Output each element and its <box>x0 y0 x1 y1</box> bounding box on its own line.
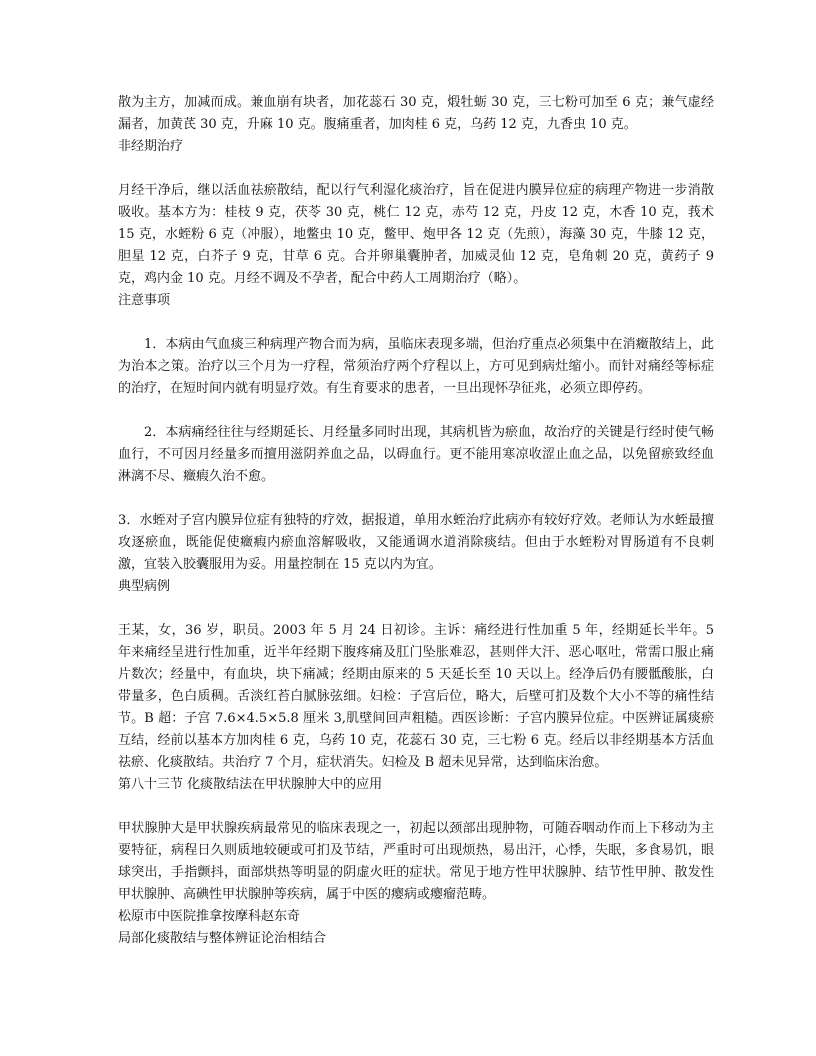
paragraph-thyroid-intro: 甲状腺肿大是甲状腺疾病最常见的临床表现之一，初起以颈部出现肿物，可随吞咽动作而上下移动为主要特征，病程日久则质地较硬或可扪及节结，严重时可出现烦热，易出汗，心悸，失眠，多食易饥，眼球突出，手指颤抖，面部烘热等明显的阴虚火旺的症状。常见于地方性甲状腺肿、结节性甲肿、散发性甲状腺肿、高碘性甲状腺肿等疾病，属于中医的瘿病或瘿瘤范畴。 <box>118 821 714 902</box>
heading-precautions: 注意事项 <box>118 293 171 308</box>
paragraph-case-report: 王某，女，36 岁，职员。2003 年 5 月 24 日初诊。主诉：痛经进行性加重 5 年，经期延长半年。5 年来痛经呈进行性加重，近半年经期下腹疼痛及肛门坠胀难忍，甚则伴大汗、恶心呕吐，常需口服止痛片数次；经量中，有血块，块下痛减；经期由原来的 5 天延长至 10 天以上。经净后仍有腰骶酸胀，白带量多，色白质稠。舌淡红苔白腻脉弦细。妇检：子宫后位，略大，后壁可扪及数个大小不等的痛性结节。B 超：子宫 7.6×4.5×5.8 厘米 3,肌壁间回声粗糙。西医诊断：子宫内膜异位症。中医辨证属痰瘀互结，经前以基本方加肉桂 6 克，乌药 10 克，花蕊石 30 克，三七粉 6 克。经后以非经期基本方活血祛瘀、化痰散结。共治疗 7 个月，症状消失。妇检及 B 超未见异常，达到临床治愈。 <box>118 623 714 770</box>
author-attribution: 松原市中医院推拿按摩科赵东奇 <box>118 909 301 924</box>
paragraph-precaution-1: 1．本病由气血痰三种病理产物合而为病，虽临床表现多端，但治疗重点必须集中在消癥散结上，此为治本之策。治疗以三个月为一疗程，常须治疗两个疗程以上，方可见到病灶缩小。而针对痛经等标症的治疗，在短时间内就有明显疗效。有生育要求的患者，一旦出现怀孕征兆，必须立即停药。 <box>118 337 714 396</box>
heading-typical-case: 典型病例 <box>118 579 171 594</box>
heading-section-83: 第八十三节 化痰散结法在甲状腺肿大中的应用 <box>118 777 383 792</box>
paragraph-formula-modifications: 散为主方，加减而成。兼血崩有块者，加花蕊石 30 克，煅牡蛎 30 克，三七粉可加至 6 克；兼气虚经漏者，加黄芪 30 克，升麻 10 克。腹痛重者，加肉桂 6 克，乌药 12 克，九香虫 10 克。 <box>118 95 714 132</box>
heading-non-menstrual-treatment: 非经期治疗 <box>118 139 184 154</box>
paragraph-non-menstrual-formula: 月经干净后，继以活血祛瘀散结，配以行气利湿化痰治疗，旨在促进内膜异位症的病理产物进一步消散吸收。基本方为：桂枝 9 克，茯苓 30 克，桃仁 12 克，赤芍 12 克，丹皮 12 克，木香 10 克，莪术 15 克，水蛭粉 6 克（冲服），地鳖虫 10 克，鳖甲、炮甲各 12 克（先煎），海藻 30 克，牛膝 12 克，胆星 12 克，白芥子 9 克，甘草 6 克。合并卵巢囊肿者，加威灵仙 12 克，皂角刺 20 克，黄药子 9 克，鸡内金 10 克。月经不调及不孕者，配合中药人工周期治疗（略）。 <box>118 183 714 286</box>
paragraph-precaution-3: 3．水蛭对子宫内膜异位症有独特的疗效，据报道，单用水蛭治疗此病亦有较好疗效。老师认为水蛭最擅攻逐瘀血，既能促使癥瘕内瘀血溶解吸收，又能通调水道消除痰结。但由于水蛭粉对胃肠道有不良刺激，宜装入胶囊服用为妥。用量控制在 15 克以内为宜。 <box>118 513 714 572</box>
heading-local-and-holistic: 局部化痰散结与整体辨证论治相结合 <box>118 931 327 946</box>
paragraph-precaution-2: 2．本病痛经往往与经期延长、月经量多同时出现，其病机皆为瘀血，故治疗的关键是行经时使气畅血行，不可因月经量多而擅用滋阴养血之品，以碍血行。更不能用寒凉收涩止血之品，以免留瘀致经血淋漓不尽、癥瘕久治不愈。 <box>118 425 714 484</box>
